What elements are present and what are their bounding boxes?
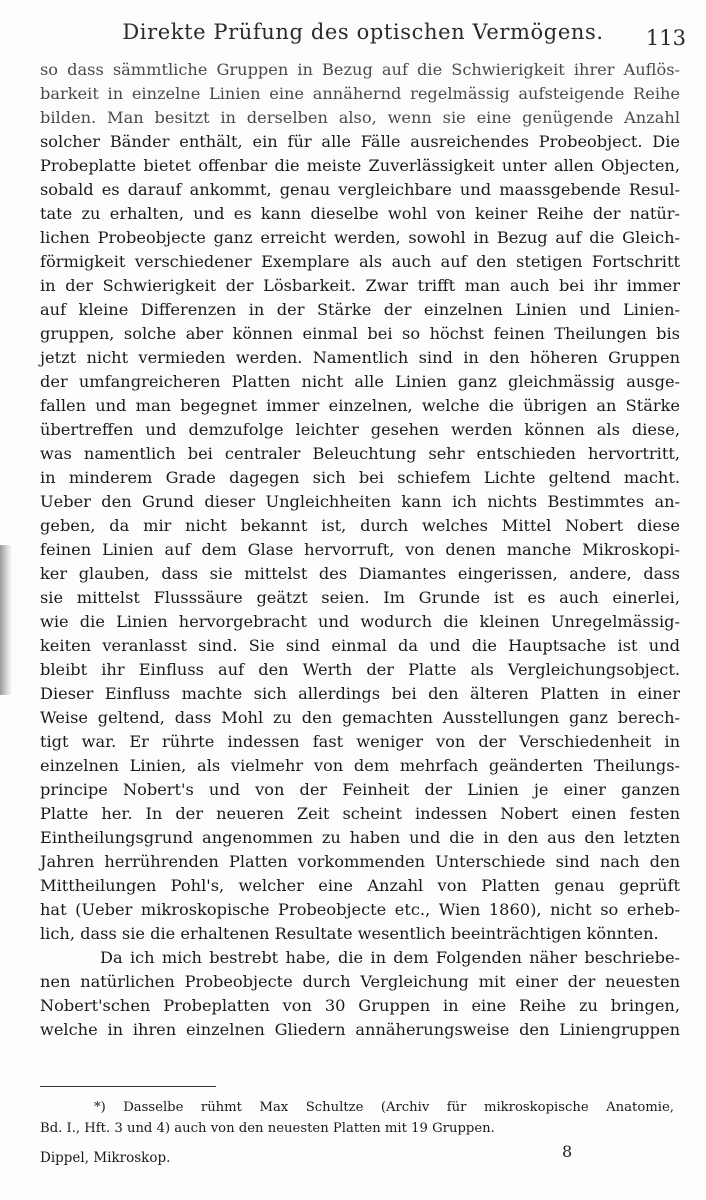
text-line: Eintheilungsgrund angenommen zu haben und die in den aus den letzten: [40, 828, 680, 847]
text-line: welche in ihren einzelnen Gliedern annäherungsweise den Liniengruppen: [40, 1020, 680, 1039]
text-line: lichen Probeobjecte ganz erreicht werden, sowohl in Bezug auf die Gleich-: [40, 228, 680, 247]
page-number: 113: [645, 26, 686, 50]
text-line: geben, da mir nicht bekannt ist, durch welches Mittel Nobert diese: [40, 516, 680, 535]
text-line: Nobert'schen Probeplatten von 30 Gruppen in eine Reihe zu bringen,: [40, 996, 680, 1015]
text-line: sie mittelst Flusssäure geätzt seien. Im Grunde ist es auch einerlei,: [40, 588, 680, 607]
footnote-line: Bd. I., Hft. 3 und 4) auch von den neuesten Platten mit 19 Gruppen.: [40, 1121, 495, 1136]
text-line: lich, dass sie die erhaltenen Resultate wesentlich beeinträchtigen könnten.: [40, 924, 659, 943]
text-line: der umfangreicheren Platten nicht alle Linien ganz gleichmässig ausge-: [40, 372, 680, 391]
text-line: bleibt ihr Einfluss auf den Werth der Platte als Vergleichungsobject.: [40, 660, 680, 679]
text-line: Weise geltend, dass Mohl zu den gemachten Ausstellungen ganz berech-: [40, 708, 680, 727]
text-line: Mittheilungen Pohl's, welcher eine Anzahl von Platten genau geprüft: [40, 876, 680, 895]
text-line: keiten veranlasst sind. Sie sind einmal da und die Hauptsache ist und: [40, 636, 680, 655]
running-title: Direkte Prüfung des optischen Vermögens.: [122, 20, 604, 44]
text-line: übertreffen und demzufolge leichter gesehen werden können als diese,: [40, 420, 680, 439]
body-text: [40, 58, 680, 1042]
text-line: hat (Ueber mikroskopische Probeobjecte etc., Wien 1860), nicht so erheb-: [40, 900, 680, 919]
text-line: förmigkeit verschiedener Exemplare als auch auf den stetigen Fortschritt: [40, 252, 680, 271]
text-line: so dass sämmtliche Gruppen in Bezug auf die Schwierigkeit ihrer Auflös-: [40, 60, 680, 79]
text-line: Dieser Einfluss machte sich allerdings bei den älteren Platten in einer: [40, 684, 680, 703]
text-line: wie die Linien hervorgebracht und wodurch die kleinen Unregelmässig-: [40, 612, 680, 631]
text-line: bilden. Man besitzt in derselben also, wenn sie eine genügende Anzahl: [40, 108, 680, 127]
text-line: nen natürlichen Probeobjecte durch Vergleichung mit einer der neuesten: [40, 972, 680, 991]
text-line: ker glauben, dass sie mittelst des Diamantes eingerissen, andere, dass: [40, 564, 680, 583]
text-line: in minderem Grade dagegen sich bei schiefem Lichte geltend macht.: [40, 468, 680, 487]
page-header: [40, 20, 686, 54]
text-line: Jahren herrührenden Platten vorkommenden Unterschiede sind nach den: [40, 852, 680, 871]
text-line: einzelnen Linien, als vielmehr von dem mehrfach geänderten Theilungs-: [40, 756, 680, 775]
signature-mark: Dippel, Mikroskop.: [40, 1150, 171, 1166]
text-line: Platte her. In der neueren Zeit scheint indessen Nobert einen festen: [40, 804, 680, 823]
text-line: tigt war. Er rührte indessen fast weniger von der Verschiedenheit in: [40, 732, 680, 751]
text-line: was namentlich bei centraler Beleuchtung sehr entschieden hervortritt,: [40, 444, 680, 463]
text-line: feinen Linien auf dem Glase hervorruft, von denen manche Mikroskopi-: [40, 540, 680, 559]
text-line: Probeplatte bietet offenbar die meiste Zuverlässigkeit unter allen Objecten,: [40, 156, 680, 175]
text-line: fallen und man begegnet immer einzelnen, welche die übrigen an Stärke: [40, 396, 680, 415]
text-line: jetzt nicht vermieden werden. Namentlich sind in den höheren Gruppen: [40, 348, 680, 367]
footnote-line: *) Dasselbe rühmt Max Schultze (Archiv für mikroskopische Anatomie,: [94, 1100, 674, 1115]
text-line: Da ich mich bestrebt habe, die in dem Folgenden näher beschriebe-: [100, 948, 680, 967]
text-line: tate zu erhalten, und es kann dieselbe wohl von keiner Reihe der natür-: [40, 204, 680, 223]
text-line: sobald es darauf ankommt, genau vergleichbare und maassgebende Resul-: [40, 180, 680, 199]
text-line: principe Nobert's und von der Feinheit der Linien je einer ganzen: [40, 780, 680, 799]
text-line: auf kleine Differenzen in der Stärke der einzelnen Linien und Linien-: [40, 300, 680, 319]
sheet-number: 8: [562, 1142, 573, 1161]
text-line: Ueber den Grund dieser Ungleichheiten kann ich nichts Bestimmtes an-: [40, 492, 680, 511]
text-line: gruppen, solche aber können einmal bei so höchst feinen Theilungen bis: [40, 324, 680, 343]
footnote-divider: [40, 1086, 216, 1087]
footnotes: [40, 1097, 674, 1139]
text-line: solcher Bänder enthält, ein für alle Fälle ausreichendes Probeobject. Die: [40, 132, 680, 151]
text-line: barkeit in einzelne Linien eine annähernd regelmässig aufsteigende Reihe: [40, 84, 680, 103]
page-edge-shadow: [0, 545, 12, 695]
text-line: in der Schwierigkeit der Lösbarkeit. Zwar trifft man auch bei ihr immer: [40, 276, 680, 295]
